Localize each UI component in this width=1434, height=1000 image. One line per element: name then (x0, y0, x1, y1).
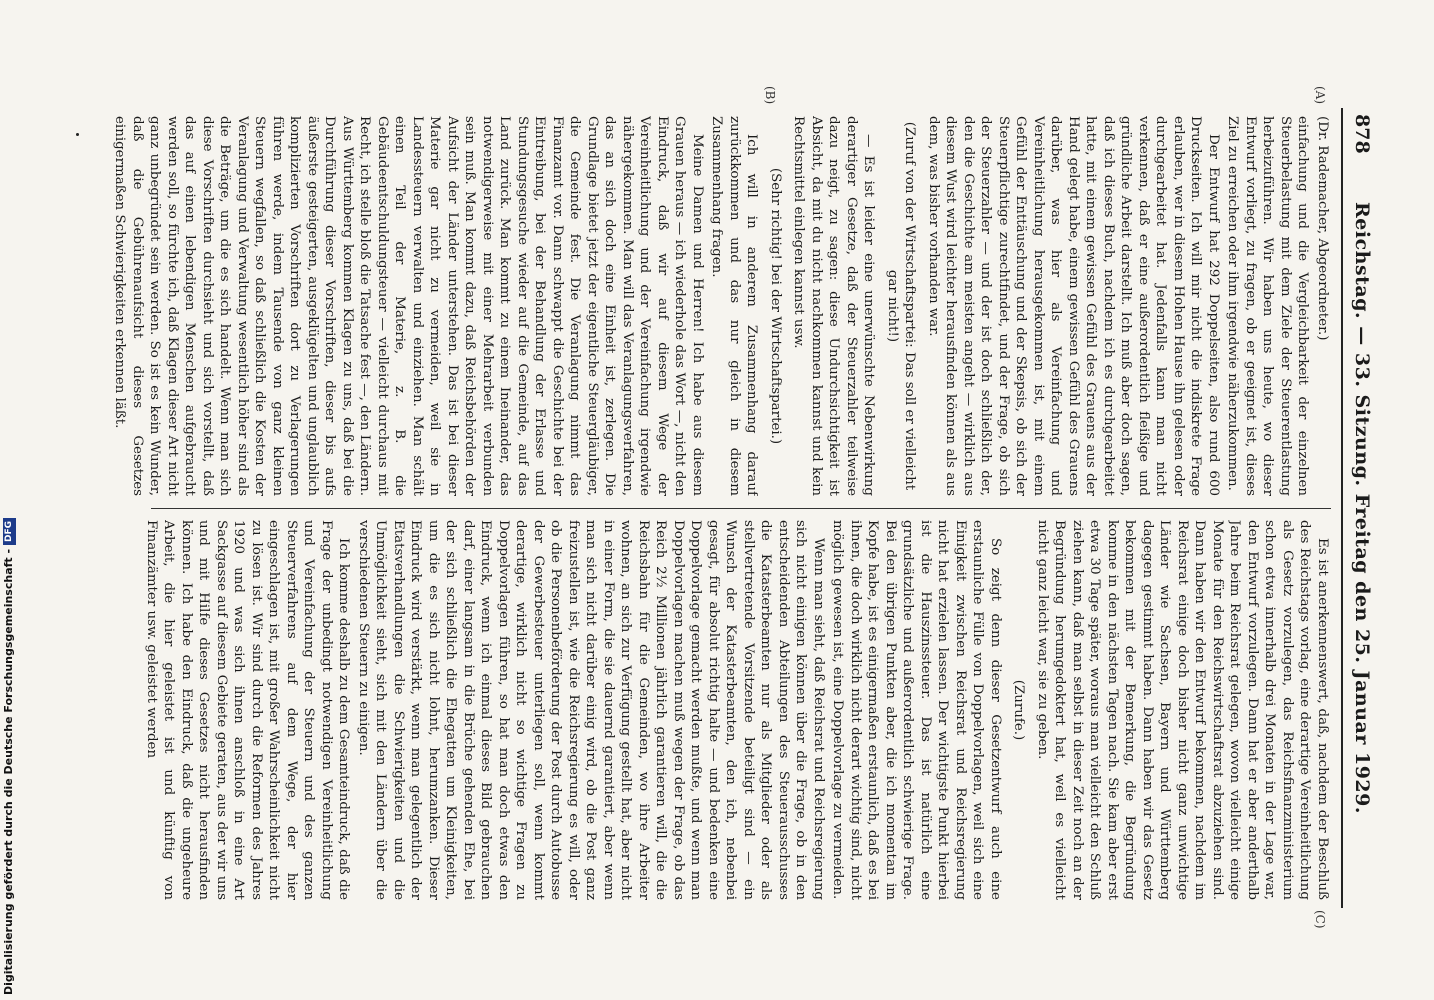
margin-mark-c: (C) (1313, 910, 1327, 929)
speaker-line: (Dr. Rademacher, Abgeordneter.) (1315, 116, 1330, 341)
paragraph: Ich will in anderem Zusammenhang darauf zurückkommen und das nur gleich in diesem Zusammenhang fragen. (709, 116, 760, 496)
right-column (111, 520, 1331, 900)
speck-dot (76, 133, 79, 136)
margin-mark-a: (A) (1313, 86, 1327, 105)
interjection: (Zurufe.) (1011, 679, 1027, 741)
paragraph: Es ist anerkennenswert, daß, nachdem der Beschluß des Reichstags vorlag, eine derartige Vereinheitlichung als Gesetz vorzulegen, das Reichsfinanzministerium schon etwa innerhalb drei Monaten in der Lage war, den Entwurf vorzulegen. Dann hat er aber anderthalb Jahre beim Reichsrat gelegen, wovon vielleicht einige Monate für den Reichswirtschaftsrat abzuziehen sind. Dann haben wir den Entwurf bekommen, nachdem im Reichsrat einige doch bisher nicht ganz unwichtige Länder wie Sachsen, Bayern und Württemberg dagegen gestimmt haben. Dann haben wir das Gesetz bekommen mit der Bemerkung, die Begründung komme in den nächsten Tagen nach. Sie kam aber erst etwa 30 Tage später, woraus man vielleicht den Schluß ziehen kann, daß man selbst in dieser Zeit noch an der Begründung herumgedoktert hat, weil es vielleicht nicht ganz leicht war, sie zu geben. (1035, 520, 1330, 900)
paragraph: Wenn man sieht, daß Reichsrat und Reichsregierung sich nicht einigen können über die Frage, ob in den entscheidenden Abteilungen des Steuerausschusses die Katasterbeamten nur als Mitglieder oder als stellvertretende Vorsitzende beteiligt sind — ein Wunsch der Katasterbeamten, den ich, nebenbei gesagt, für absolut richtig halte — und bedenken eine Doppelvorlage gemacht werden mußte, und wenn man Doppelvorlagen machen muß wegen der Frage, ob das Reich 2½ Millionen jährlich garantieren will, die die Reichsbahn für die Gemeinden, wo ihre Arbeiter wohnen, an sich zur Verfügung gestellt hat, aber nicht in einer Form, die sie dauernd garantiert, aber wenn man sich nicht darüber einig wird, ob die Post ganz freizustellen ist, wie die Reichsregierung es will, oder ob die Personenbeförderung der Post durch Autobusse der Gewerbesteuer unterliegen soll, wenn kommt derartige, wirklich nicht so wichtige Fragen zu Doppelvorlagen führen, so hat man doch etwas den Eindruck, wenn ich einmal dieses Bild gebrauchen darf, einer langsam in die Brüche gehenden Ehe, bei der sich schließlich die Ehegatten um Kleinigkeiten, um die es sich nicht lohnt, herumzanken. Dieser Eindruck wird verstärkt, wenn man gelegentlich der Etatsverhandlungen die Schwierigkeiten und die Unmöglichkeit sieht, sich mit den Ländern über die verschiedenen Steuern zu einigen. (356, 520, 826, 900)
digitization-credit (2, 0, 18, 995)
dfg-logo-icon: DFG (3, 518, 16, 545)
paragraph: So zeigt denn dieser Gesetzentwurf auch eine erstaunliche Fülle von Doppelvorlagen, weil sich eine Einigkeit zwischen Reichsrat und Reichsregierung nicht hat erzielen lassen. Der wichtigste Punkt hierbei ist die Hauszinssteuer. Das ist natürlich eine grundsätzliche und außerordentlich schwierige Frage. Bei den übrigen Punkten aber, die ich momentan im Kopfe habe, ist es einigermaßen erstaunlich, daß es bei ihnen, die doch wirklich nicht derart wichtig sind, nicht möglich gewesen ist, eine Doppelvorlage zu vermeiden. (830, 520, 1003, 900)
left-column (111, 116, 1331, 496)
paragraph: — Es ist leider eine unerwünschte Nebenwirkung derartiger Gesetze, daß der Steuerzahler teilweise dazu neigt, zu sagen: diese Undurchsichtigkeit ist Absicht, da mit du nicht nachkommen kannst und kein Rechtsmittel einlegen kannst usw. (791, 116, 877, 496)
paragraph: Ich komme deshalb zu dem Gesamteindruck, daß die Frage der unbedingt notwendigen Vereinheitlichung und Vereinfachung der Steuern und des ganzen Steuerverfahrens auf dem Wege, der hier eingeschlagen ist, mit großer Wahrscheinlichkeit nicht zu lösen ist. Wir sind durch die Reformen des Jahres 1920 und was sich ihnen anschloß in eine Art Sackgasse auf diesem Gebiete geraten, aus der wir uns und mit Hilfe dieses Gesetzes nicht herausfinden können. Ich habe den Eindruck, daß die ungeheure Arbeit, die hier geleistet ist und künftig von Finanzämter usw. geleistet werden (144, 520, 352, 900)
column-divider (151, 508, 1331, 509)
paragraph: Der Entwurf hat 292 Doppelseiten, also rund 600 Druckseiten. Ich will mir nicht die indiskrete Frage erlauben, wer in diesem Hohen Hause ihn gelesen oder durchgearbeitet hat. Jedenfalls kann man nicht verkennen, daß er eine außerordentlich fleißige und gründliche Arbeit darstellt. Ich muß aber doch sagen, daß ich dieses Buch, nachdem ich es durchgearbeitet hatte, mit einem gewissen Gefühl des Grauens aus der Hand gelegt habe, einem gewissen Gefühl des Grauens darüber, was hier als Vereinfachung und Vereinheitlichung herausgekommen ist, mit einem Gefühl der Enttäuschung und der Skepsis, ob sich der Steuerpflichtige zurechtfindet, und der Frage, ob sich der Steuerzahler — und der ist doch schließlich der, den die Geschichte am meisten angeht — wirklich aus diesem Wust wird leichter herausfinden können als aus dem, was bisher vorhanden war. (926, 116, 1221, 496)
paragraph: einfachung und die Vergleichbarkeit der einzelnen Steuerbelastung mit dem Ziele der Steuerentlastung herbeizuführen. Wir haben uns heute, wo dieser Entwurf vorliegt, zu fragen, ob er geeignet ist, dieses Ziel zu erreichen oder ihm irgendwie näherzukommen. (1225, 116, 1311, 496)
paragraph: Meine Damen und Herren! Ich habe aus diesem Grauen heraus — ich wiederhole das Wort —, nicht den Eindruck, daß wir auf diesem Wege der Vereinheitlichung und der Vereinfachung irgendwie nähergekommen. Man will das Veranlagungsverfahren, das an sich doch eine Einheit ist, zerlegen. Die Grundlage bietet jetzt der eigentliche Steuergläubiger, die Gemeinde fest. Die Veranlagung nimmt das Finanzamt vor. Dann schwappt die Geschichte bei der Eintreibung, bei der Behandlung der Erlasse und Stundungsgesuche wieder auf die Gemeinde, auf das Land zurück. Man kommt zu einem Ineinander, das notwendigerweise mit einer Mehrarbeit verbunden sein muß. Man kommt dazu, daß Reichsbehörden der Aufsicht der Länder unterstehen. Das ist bei dieser Materie gar nicht zu vermeiden, weil sie in Landessteuern verwalten und einziehen. Man schält einen Teil der Materie, z. B. die Gebäudeentschuldungsteuer — vielleicht durchaus mit Recht, ich stelle bloß die Tatsache fest —, den Ländern. Aus Württemberg kommen Klagen zu uns, daß bei die Durchführung dieser Vorschriften, dieser bis aufs äußerste gesteigerten, ausgeklügelten und unglaublich komplizierten Vorschriften dort zu Verlagerungen führen werde, indem Tausende von ganz kleinen Steuern wegfallen, so daß schließlich die Kosten der Veranlagung und Verwaltung wesentlich höher sind als die Beträge, um die es sich handelt. Wenn man sich diese Vorschriften durchsieht und sich vorstellt, daß das auf einen lebendigen Menschen aufgebraucht werden soll, so fürchte ich, daß Klagen dieser Art nicht ganz unbegründet sein werden. So ist es kein Wunder, daß die Gebührenaufsicht dieses Gesetzes einigermaßen Schwierigkeiten erkennen läßt. (112, 116, 705, 496)
page-number: 878 (1351, 114, 1373, 154)
interjection: (Sehr richtig! bei der Wirtschaftspartei.) (768, 167, 783, 445)
session-title: Reichstag. — 33. Sitzung. Freitag den 25. Januar 1929. (1351, 201, 1373, 814)
margin-mark-b: (B) (763, 86, 777, 105)
rotated-print-page (100, 86, 1377, 929)
credit-text: Digitalisierung gefördert durch die Deutsche Forschungsgemeinschaft - (2, 548, 15, 995)
interjection: (Zuruf von der Wirtschaftspartei: Das soll er vielleicht gar nicht!) (885, 121, 918, 491)
page-header (1341, 108, 1377, 908)
